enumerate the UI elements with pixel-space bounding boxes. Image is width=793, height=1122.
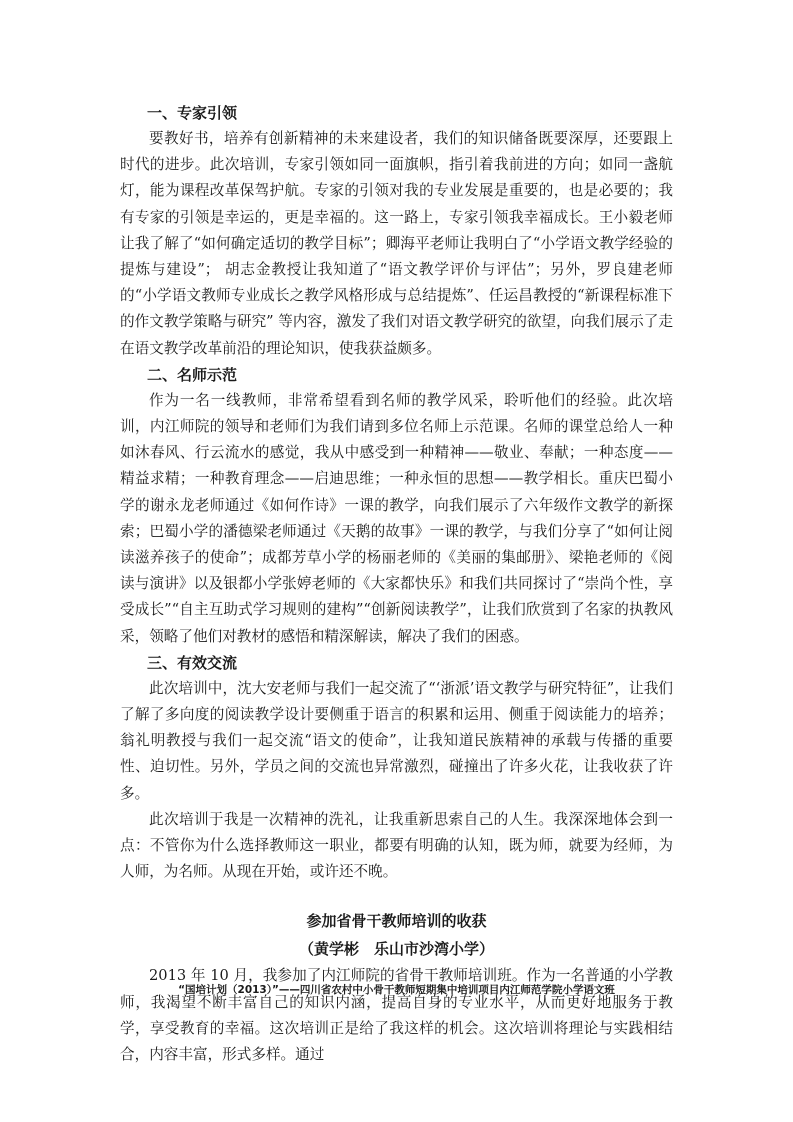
section-heading: 一、专家引领 bbox=[147, 104, 238, 122]
section-heading: 二、名师示范 bbox=[147, 365, 238, 384]
paragraph: 要教好书，培养有创新精神的未来建设者，我们的知识储备既要深厚，还要跟上时代的进步。此次培训，专家引领如同一面旗帜，指引着我前进的方向；如同一盏航灯，能为课程改革保驾护航。专家的引领对我的专业发展是重要的，也是必要的；我有专家的引领是幸运的，更是幸福的。这一路上，专家引领我幸福成长。王小毅老师让我了解了“如何确定适切的教学目标”；卿海平老师让我明白了“小学语文教学经验的提炼与建设”； 胡志金教授让我知道了“语文教学评价与评估”；另外，罗良建老师的“小学语文教师专业成长之教学风格形成与总结提炼”、任运昌教授的“新课程标准下的作文教学策略与研究” 等内容，激发了我们对语文教学研究的欲望，向我们展示了走在语文教学改革前沿的理论知识，使我获益颇多。 bbox=[120, 130, 673, 357]
paragraph: 2013 年 10 月，我参加了内江师院的省骨干教师培训班。作为一名普通的小学教师，我渴望不断丰富自己的知识内涵，提高自身的专业水平，从而更好地服务于教学，享受教育的幸福。这次培训正是给了我这样的机会。这次培训将理论与实践相结合，内容丰富，形式多样。通过 bbox=[120, 967, 673, 1064]
paragraph: 此次培训中，沈大安老师与我们一起交流了“‘浙派’语文教学与研究特征”，让我们了解了多向度的阅读教学设计要侧重于语言的积累和运用、侧重于阅读能力的培养；翁礼明教授与我们一起交流“语文的使命”，让我知道民族精神的承载与传播的重要性、迫切性。另外，学员之间的交流也异常激烈，碰撞出了许多火花，让我收获了许多。 bbox=[120, 679, 673, 802]
document-body bbox=[120, 100, 673, 1068]
section-master-demonstration bbox=[120, 362, 673, 650]
paragraph: 作为一名一线教师，非常希望看到名师的教学风采，聆听他们的经验。此次培训，内江师院的领导和老师们为我们请到多位名师上示范课。名师的课堂总给人一种如沐春风、行云流水的感觉，我从中感受到一种精神——敬业、奉献；一种态度——精益求精；一种教育理念——启迪思维；一种永恒的思想——教学相长。重庆巴蜀小学的谢永龙老师通过《如何作诗》一课的教学，向我们展示了六年级作文教学的新探索；巴蜀小学的潘德梁老师通过《天鹅的故事》一课的教学，与我们分享了“如何让阅读滋养孩子的使命”；成都芳草小学的杨丽老师的《美丽的集邮册》、梁艳老师的《阅读与演讲》以及银都小学张婷老师的《大家都快乐》和我们共同探讨了“崇尚个性，享受成长”“自主互助式学习规则的建构”“创新阅读教学”，让我们欣赏到了名家的执教风采，领略了他们对教材的感悟和精深解读，解决了我们的困惑。 bbox=[120, 391, 673, 645]
page-footer: “国培计划（2013）”——四川省农村中小骨干教师短期集中培训项目内江师范学院小学语文班 bbox=[178, 984, 615, 996]
article-byline: （黄学彬 乐山市沙湾小学） bbox=[298, 940, 494, 959]
article-title: 参加省骨干教师培训的收获 bbox=[306, 912, 487, 931]
section-effective-exchange bbox=[120, 650, 673, 886]
section-spacer bbox=[120, 885, 673, 907]
section-heading: 三、有效交流 bbox=[147, 653, 238, 672]
paragraph: 此次培训于我是一次精神的洗礼，让我重新思索自己的人生。我深深地体会到一点：不管你为什么选择教师这一职业，都要有明确的认知，既为师，就要为经师，为人师，为名师。从现在开始，或许还不晚。 bbox=[120, 810, 673, 881]
section-expert-guidance bbox=[120, 100, 673, 362]
